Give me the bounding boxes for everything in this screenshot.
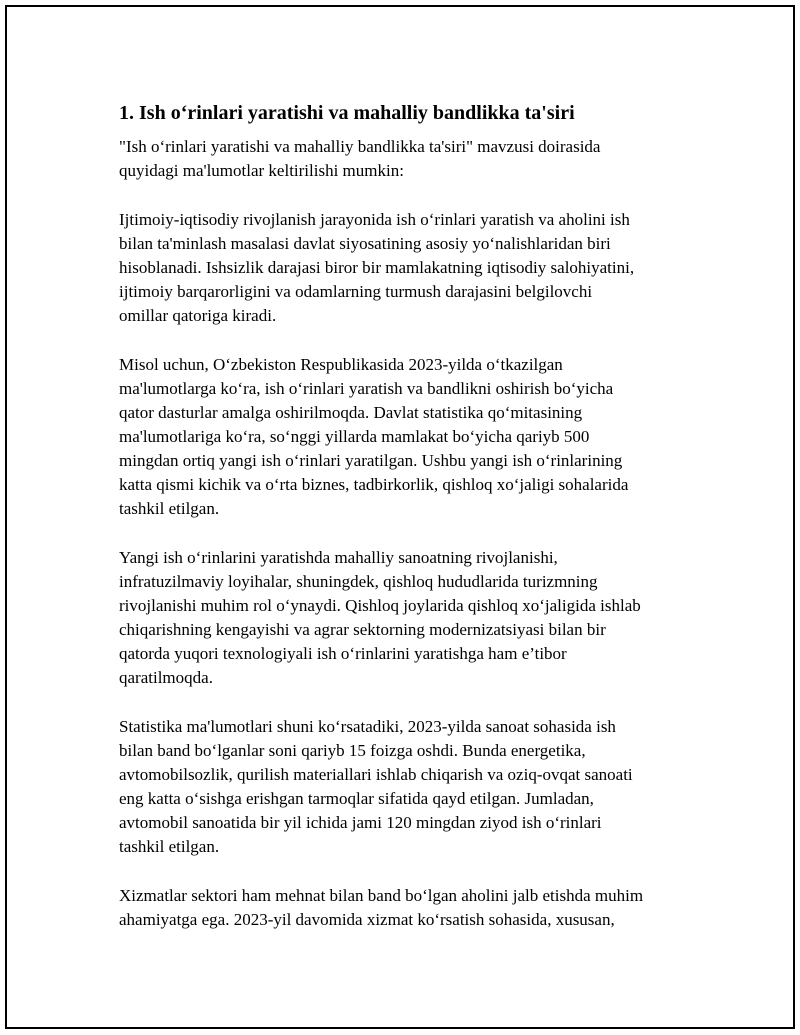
text-line: qatorda yuqori texnologiyali ish o‘rinlarini yaratishga ham e’tibor (119, 644, 567, 663)
text-line: Ijtimoiy-iqtisodiy rivojlanish jarayonida ish o‘rinlari yaratish va aholini ish (119, 210, 630, 229)
text-line: Statistika ma'lumotlari shuni ko‘rsatadiki, 2023-yilda sanoat sohasida ish (119, 717, 616, 736)
text-line: ijtimoiy barqarorligini va odamlarning turmush darajasini belgilovchi (119, 282, 593, 301)
text-line: "Ish o‘rinlari yaratishi va mahalliy bandlikka ta'siri" mavzusi doirasida (119, 137, 601, 156)
text-line: bilan ta'minlash masalasi davlat siyosatining asosiy yo‘nalishlaridan biri (119, 234, 611, 253)
text-line: Xizmatlar sektori ham mehnat bilan band bo‘lgan aholini jalb etishda muhim (119, 886, 644, 905)
paragraph-statistics (119, 715, 699, 859)
text-line: chiqarishning kengayishi va agrar sektorning modernizatsiyasi bilan bir (119, 620, 606, 639)
text-line: ahamiyatga ega. 2023-yil davomida xizmat ko‘rsatish sohasida, xususan, (119, 910, 615, 929)
section-heading: 1. Ish o‘rinlari yaratishi va mahalliy bandlikka ta'siri (119, 102, 575, 124)
page-frame (5, 5, 795, 1029)
text-line: katta qismi kichik va o‘rta biznes, tadbirkorlik, qishloq xo‘jaligi sohalarida (119, 475, 629, 494)
text-line: Yangi ish o‘rinlarini yaratishda mahalliy sanoatning rivojlanishi, (119, 548, 558, 567)
text-line: ma'lumotlarga ko‘ra, ish o‘rinlari yaratish va bandlikni oshirish bo‘yicha (119, 379, 614, 398)
text-line: omillar qatoriga kiradi. (119, 306, 277, 325)
text-line: ma'lumotlariga ko‘ra, so‘nggi yillarda mamlakat bo‘yicha qariyb 500 (119, 427, 590, 446)
text-line: eng katta o‘sishga erishgan tarmoqlar sifatida qayd etilgan. Jumladan, (119, 789, 594, 808)
text-line: qator dasturlar amalga oshirilmoqda. Davlat statistika qo‘mitasining (119, 403, 583, 422)
text-line: quyidagi ma'lumotlar keltirilishi mumkin: (119, 161, 404, 180)
paragraph-services (119, 884, 699, 932)
text-line: qaratilmoqda. (119, 668, 213, 687)
paragraph-uzbekistan-example (119, 353, 699, 521)
text-line: avtomobil sanoatida bir yil ichida jami 120 mingdan ziyod ish o‘rinlari (119, 813, 602, 832)
text-line: bilan band bo‘lganlar soni qariyb 15 foizga oshdi. Bunda energetika, (119, 741, 586, 760)
document-body (119, 99, 699, 932)
text-line: infratuzilmaviy loyihalar, shuningdek, qishloq hududlarida turizmning (119, 572, 598, 591)
paragraph-local-industry (119, 546, 699, 690)
text-line: rivojlanishi muhim rol o‘ynaydi. Qishloq joylarida qishloq xo‘jaligida ishlab (119, 596, 641, 615)
text-line: Misol uchun, O‘zbekiston Respublikasida 2023-yilda o‘tkazilgan (119, 355, 563, 374)
paragraph-intro (119, 135, 699, 183)
text-line: hisoblanadi. Ishsizlik darajasi biror bir mamlakatning iqtisodiy salohiyatini, (119, 258, 635, 277)
text-line: mingdan ortiq yangi ish o‘rinlari yaratilgan. Ushbu yangi ish o‘rinlarining (119, 451, 623, 470)
paragraph-socioeconomic (119, 208, 699, 328)
text-line: tashkil etilgan. (119, 837, 220, 856)
text-line: avtomobilsozlik, qurilish materiallari ishlab chiqarish va oziq-ovqat sanoati (119, 765, 633, 784)
text-line: tashkil etilgan. (119, 499, 220, 518)
